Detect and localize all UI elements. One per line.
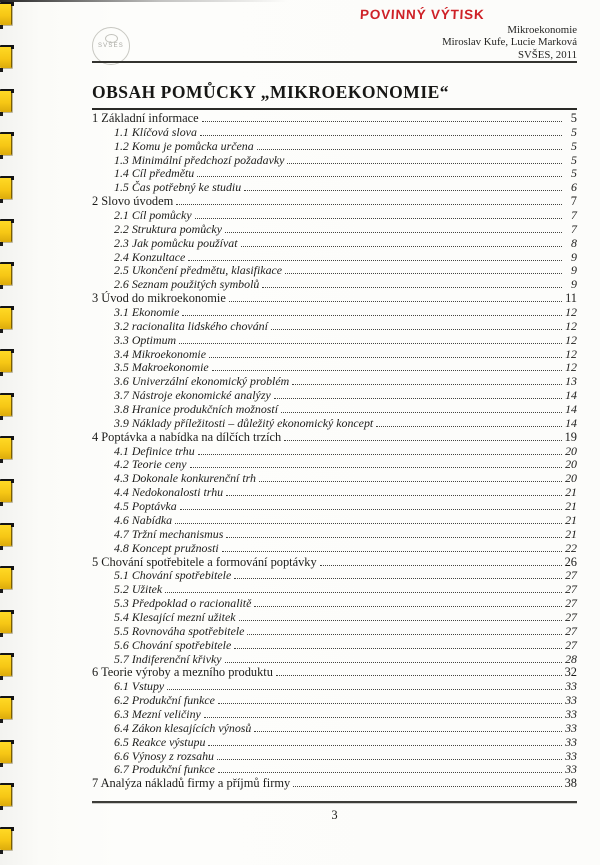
- svses-logo-stamp: [92, 27, 130, 65]
- toc-entry: [92, 154, 577, 168]
- toc-entry-page: 21: [565, 526, 577, 541]
- toc-entry-page: 7: [570, 194, 577, 209]
- toc-entry: [92, 278, 577, 292]
- toc-entry-page: 32: [564, 665, 577, 680]
- toc-entry: [92, 569, 577, 583]
- dot-leader: [190, 467, 562, 468]
- binding-tab: [0, 479, 12, 502]
- toc-entry-page: 6: [571, 180, 577, 195]
- dot-leader: [180, 509, 562, 510]
- binding-tab: [0, 219, 12, 242]
- toc-entry: [92, 750, 577, 764]
- toc-entry-page: 5: [571, 138, 577, 153]
- dot-leader: [202, 121, 562, 122]
- toc-entry-label: 4.4 Nedokonalosti trhu: [114, 485, 224, 500]
- toc-entry-page: 33: [565, 748, 577, 763]
- toc-entry-page: 33: [565, 734, 577, 749]
- dot-leader: [254, 606, 562, 607]
- toc-entry-label: 4.8 Koncept pružnosti: [114, 540, 219, 555]
- toc-entry: [92, 736, 577, 750]
- dot-leader: [225, 662, 562, 663]
- toc-entry-page: 33: [565, 679, 577, 694]
- toc-entry-page: 19: [564, 429, 577, 444]
- dot-leader: [167, 689, 562, 690]
- dot-leader: [276, 675, 562, 676]
- header-book-title: Mikroekonomie: [507, 24, 577, 36]
- dot-leader: [254, 731, 562, 732]
- dot-leader: [274, 398, 562, 399]
- dot-leader: [217, 759, 562, 760]
- dot-leader: [229, 301, 562, 302]
- header-meta: [442, 24, 577, 61]
- toc-entry: [92, 708, 577, 722]
- dot-leader: [198, 454, 562, 455]
- dot-leader: [218, 772, 562, 773]
- dot-leader: [182, 315, 562, 316]
- toc-entry-page: 14: [565, 415, 577, 430]
- toc-entry: [92, 292, 577, 306]
- toc-entry-page: 21: [565, 512, 577, 527]
- toc-entry-label: 5.2 Užitek: [114, 582, 163, 597]
- toc-entry-label: 7 Analýza nákladů firmy a příjmů firmy: [92, 776, 291, 791]
- toc-entry-label: 5.4 Klesající mezní užitek: [114, 609, 236, 624]
- toc-entry-page: 14: [565, 388, 577, 403]
- binding-tab: [0, 45, 12, 68]
- toc-entry-label: 3.2 racionalita lidského chování: [114, 318, 268, 333]
- toc-entry-page: 12: [565, 332, 577, 347]
- toc-entry-label: 2.4 Konzultace: [114, 249, 186, 264]
- binding-tab: [0, 740, 12, 763]
- toc-entry: [92, 320, 577, 334]
- dot-leader: [271, 329, 562, 330]
- binding-tab: [0, 696, 12, 719]
- dot-leader: [222, 551, 562, 552]
- toc-entry: [92, 514, 577, 528]
- dot-leader: [226, 537, 562, 538]
- toc-entry-label: 1.5 Čas potřebný ke studiu: [114, 180, 242, 195]
- toc-entry: [92, 223, 577, 237]
- toc-entry-page: 27: [565, 596, 577, 611]
- toc-entry-label: 6.5 Reakce výstupu: [114, 734, 206, 749]
- toc-entry: [92, 389, 577, 403]
- dot-leader: [293, 786, 562, 787]
- toc-entry-label: 3.4 Mikroekonomie: [114, 346, 207, 361]
- toc-entry: [92, 611, 577, 625]
- dot-leader: [320, 565, 562, 566]
- dot-leader: [285, 273, 562, 274]
- toc-entry: [92, 694, 577, 708]
- dot-leader: [284, 440, 562, 441]
- toc-entry-label: 3.9 Náklady příležitosti – důležitý ekonomický koncept: [114, 415, 374, 430]
- toc-entry-label: 1.2 Komu je pomůcka určena: [114, 138, 254, 153]
- toc-entry-label: 4.3 Dokonale konkurenční trh: [114, 471, 256, 486]
- binding-tab: [0, 89, 12, 112]
- toc-entry: [92, 653, 577, 667]
- toc-entry-label: 6.2 Produkční funkce: [114, 693, 215, 708]
- toc-entry: [92, 639, 577, 653]
- toc-entry-page: 9: [571, 277, 577, 292]
- toc-entry-page: 27: [565, 623, 577, 638]
- dot-leader: [204, 717, 562, 718]
- toc-entry-label: 5 Chování spotřebitele a formování poptávky: [92, 554, 317, 569]
- header-rule: [92, 61, 577, 63]
- toc-entry: [92, 777, 577, 791]
- toc-entry-page: 22: [565, 540, 577, 555]
- toc-entry-label: 3.5 Makroekonomie: [114, 360, 209, 375]
- toc-entry: [92, 334, 577, 348]
- table-of-contents: [92, 112, 577, 791]
- dot-leader: [179, 343, 562, 344]
- toc-entry: [92, 486, 577, 500]
- dot-leader: [209, 357, 562, 358]
- toc-entry-label: 6.4 Zákon klesajících výnosů: [114, 720, 252, 735]
- toc-entry-page: 20: [565, 457, 577, 472]
- toc-entry-label: 1.1 Klíčová slova: [114, 124, 197, 139]
- dot-leader: [239, 620, 562, 621]
- dot-leader: [226, 495, 562, 496]
- toc-entry-page: 12: [565, 318, 577, 333]
- binding-tab: [0, 176, 12, 199]
- toc-entry-label: 5.7 Indiferenční křivky: [114, 651, 222, 666]
- toc-entry: [92, 361, 577, 375]
- footer-rule: [92, 801, 577, 803]
- toc-entry: [92, 167, 577, 181]
- dot-leader: [257, 149, 562, 150]
- page-title: OBSAH POMŮCKY „MIKROEKONOMIE“: [92, 82, 577, 110]
- toc-entry-page: 20: [565, 443, 577, 458]
- toc-entry-page: 5: [571, 166, 577, 181]
- toc-entry-page: 33: [565, 762, 577, 777]
- toc-entry: [92, 597, 577, 611]
- toc-entry: [92, 375, 577, 389]
- toc-entry: [92, 112, 577, 126]
- dot-leader: [197, 176, 562, 177]
- toc-entry-page: 38: [564, 776, 577, 791]
- scan-top-edge: [0, 0, 288, 2]
- toc-entry-label: 6.6 Výnosy z rozsahu: [114, 748, 214, 763]
- toc-entry-page: 20: [565, 471, 577, 486]
- povinny-vytisk-stamp: POVINNÝ VÝTISK: [359, 7, 485, 22]
- dot-leader: [225, 232, 562, 233]
- toc-entry: [92, 126, 577, 140]
- header-publisher-year: SVŠES, 2011: [518, 48, 577, 61]
- toc-entry-label: 6.1 Vstupy: [114, 679, 165, 694]
- toc-entry: [92, 417, 577, 431]
- toc-entry-page: 8: [571, 235, 577, 250]
- toc-entry: [92, 181, 577, 195]
- toc-entry-page: 27: [565, 568, 577, 583]
- dot-leader: [208, 745, 562, 746]
- dot-leader: [262, 287, 562, 288]
- toc-entry-page: 12: [565, 346, 577, 361]
- svses-logo-text: SVŠES: [97, 43, 124, 49]
- dot-leader: [241, 246, 563, 247]
- toc-entry: [92, 209, 577, 223]
- toc-entry-label: 3.1 Ekonomie: [114, 305, 180, 320]
- toc-entry-label: 4.6 Nabídka: [114, 512, 173, 527]
- binding-tab: [0, 262, 12, 285]
- dot-leader: [195, 218, 562, 219]
- toc-entry: [92, 528, 577, 542]
- toc-entry: [92, 472, 577, 486]
- toc-entry-label: 5.3 Předpoklad o racionalitě: [114, 596, 252, 611]
- toc-entry-label: 6 Teorie výroby a mezního produktu: [92, 665, 273, 680]
- dot-leader: [376, 426, 562, 427]
- toc-entry-page: 21: [565, 485, 577, 500]
- binding-tab: [0, 132, 12, 155]
- dot-leader: [212, 370, 562, 371]
- toc-entry-label: 5.6 Chování spotřebitele: [114, 637, 232, 652]
- toc-entry: [92, 264, 577, 278]
- binding-tab: [0, 783, 12, 806]
- binding-tab: [0, 2, 12, 25]
- toc-entry-label: 3 Úvod do mikroekonomie: [92, 291, 226, 306]
- comb-binding: [0, 0, 16, 865]
- toc-entry-page: 13: [565, 374, 577, 389]
- toc-entry-page: 28: [565, 651, 577, 666]
- page-number: 3: [331, 808, 338, 822]
- binding-tab: [0, 653, 12, 676]
- toc-entry-page: 5: [570, 111, 577, 125]
- toc-entry-label: 2.6 Seznam použitých symbolů: [114, 277, 260, 292]
- dot-leader: [247, 634, 562, 635]
- toc-entry-page: 12: [565, 360, 577, 375]
- dot-leader: [218, 703, 562, 704]
- binding-tab: [0, 827, 12, 850]
- toc-entry-label: 3.8 Hranice produkčních možností: [114, 402, 279, 417]
- toc-entry: [92, 140, 577, 154]
- toc-entry-page: 5: [571, 124, 577, 139]
- toc-entry: [92, 763, 577, 777]
- toc-entry-label: 2 Slovo úvodem: [92, 194, 174, 209]
- toc-entry: [92, 445, 577, 459]
- toc-entry-label: 2.1 Cíl pomůcky: [114, 208, 192, 223]
- toc-entry-label: 4.7 Tržní mechanismus: [114, 526, 224, 541]
- toc-entry-page: 14: [565, 402, 577, 417]
- binding-tab: [0, 523, 12, 546]
- binding-tab: [0, 349, 12, 372]
- dot-leader: [234, 578, 562, 579]
- toc-entry: [92, 458, 577, 472]
- toc-entry: [92, 306, 577, 320]
- dot-leader: [281, 412, 562, 413]
- toc-entry-label: 2.2 Struktura pomůcky: [114, 221, 222, 236]
- toc-entry: [92, 556, 577, 570]
- toc-entry-label: 2.3 Jak pomůcku používat: [114, 235, 238, 250]
- toc-entry: [92, 403, 577, 417]
- toc-entry: [92, 722, 577, 736]
- toc-entry: [92, 195, 577, 209]
- binding-tab: [0, 436, 12, 459]
- toc-entry: [92, 251, 577, 265]
- toc-entry-page: 33: [565, 720, 577, 735]
- dot-leader: [200, 135, 562, 136]
- toc-entry-label: 1.3 Minimální předchozí požadavky: [114, 152, 285, 167]
- toc-entry-page: 33: [565, 693, 577, 708]
- toc-entry-label: 4.1 Definice trhu: [114, 443, 195, 458]
- toc-entry-label: 5.5 Rovnováha spotřebitele: [114, 623, 245, 638]
- binding-tab: [0, 393, 12, 416]
- toc-entry-label: 3.6 Univerzální ekonomický problém: [114, 374, 290, 389]
- toc-entry-page: 27: [565, 637, 577, 652]
- toc-entry-page: 9: [571, 263, 577, 278]
- toc-entry: [92, 500, 577, 514]
- dot-leader: [165, 592, 562, 593]
- toc-entry-label: 1 Základní informace: [92, 111, 199, 125]
- toc-entry-page: 7: [571, 221, 577, 236]
- toc-entry-page: 21: [565, 499, 577, 514]
- toc-entry-page: 27: [565, 582, 577, 597]
- toc-entry-label: 2.5 Ukončení předmětu, klasifikace: [114, 263, 283, 278]
- binding-tab: [0, 610, 12, 633]
- toc-entry-page: 12: [565, 305, 577, 320]
- toc-entry-page: 9: [571, 249, 577, 264]
- toc-entry: [92, 431, 577, 445]
- toc-entry-label: 6.3 Mezní veličiny: [114, 706, 201, 721]
- toc-entry-label: 4 Poptávka a nabídka na dílčích trzích: [92, 429, 282, 444]
- toc-entry: [92, 680, 577, 694]
- toc-entry-label: 5.1 Chování spotřebitele: [114, 568, 232, 583]
- dot-leader: [188, 260, 562, 261]
- dot-leader: [287, 163, 562, 164]
- toc-entry-page: 5: [571, 152, 577, 167]
- toc-entry-page: 26: [564, 554, 577, 569]
- toc-entry-page: 27: [565, 609, 577, 624]
- header-authors: Miroslav Kufe, Lucie Marková: [442, 36, 577, 49]
- toc-entry: [92, 237, 577, 251]
- dot-leader: [175, 523, 562, 524]
- dot-leader: [234, 648, 562, 649]
- dot-leader: [244, 190, 562, 191]
- dot-leader: [259, 481, 562, 482]
- toc-entry-label: 1.4 Cíl předmětu: [114, 166, 195, 181]
- toc-entry-page: 11: [565, 291, 577, 306]
- dot-leader: [292, 384, 562, 385]
- toc-entry-page: 33: [565, 706, 577, 721]
- toc-entry-label: 4.5 Poptávka: [114, 499, 177, 514]
- toc-entry-label: 3.3 Optimum: [114, 332, 177, 347]
- binding-tab: [0, 306, 12, 329]
- toc-entry: [92, 583, 577, 597]
- dot-leader: [176, 204, 562, 205]
- toc-entry-page: 7: [571, 208, 577, 223]
- toc-entry: [92, 666, 577, 680]
- toc-entry-label: 3.7 Nástroje ekonomické analýzy: [114, 388, 271, 403]
- toc-entry-label: 6.7 Produkční funkce: [114, 762, 215, 777]
- toc-entry: [92, 348, 577, 362]
- toc-entry-label: 4.2 Teorie ceny: [114, 457, 187, 472]
- binding-tab: [0, 566, 12, 589]
- toc-entry: [92, 625, 577, 639]
- toc-entry: [92, 542, 577, 556]
